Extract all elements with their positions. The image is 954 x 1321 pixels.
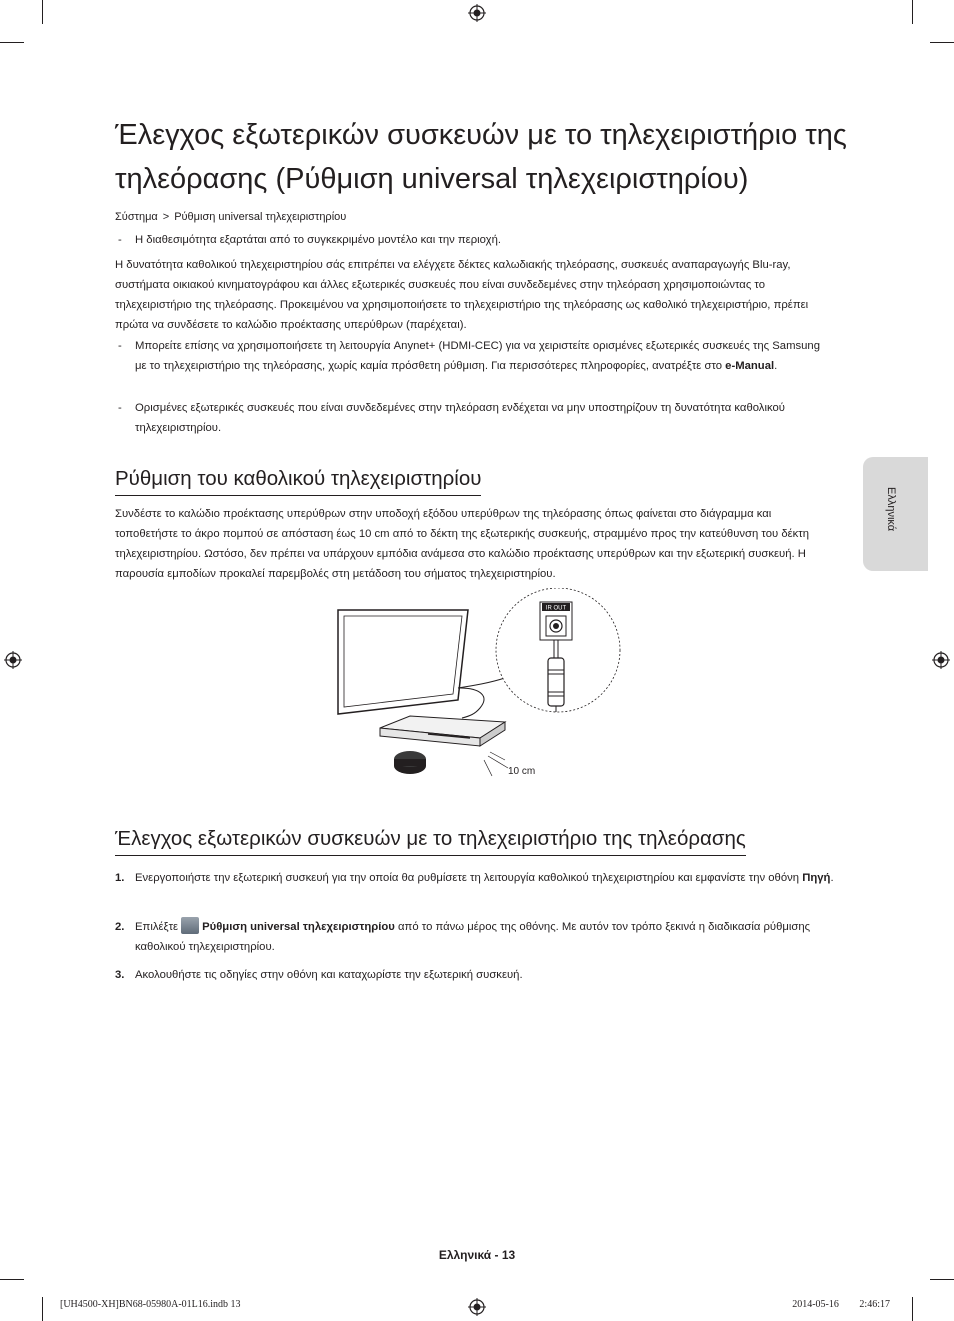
step-2-pre: Επιλέξτε: [135, 921, 179, 933]
universal-remote-setup-label: Ρύθμιση universal τηλεχειριστηρίου: [202, 921, 395, 933]
language-side-tab: [863, 457, 928, 571]
setup-paragraph: Συνδέστε το καλώδιο προέκτασης υπερύθρων στην υποδοχή εξόδου υπερύθρων της τηλεόρασης όπως φαίνεται στο διάγραμμα και τοποθετήστε το άκρο πομπού σε απόσταση έως 10 cm από το δέκτη της εξωτερικής συσκευής, στραμμένο προς την κατεύθυνση του δέκτη τηλεχειριστηρίου. Ωστόσο, δεν πρέπει να υπάρχουν εμπόδια ανάμεσα στο καλώδιο προέκτασης υπερύθρων και την εξωτερική συσκευή. Η παρουσία εμποδίων προκαλεί παρεμβολές στη μετάδοση του σήματος τηλεχειριστηρίου.: [115, 508, 810, 580]
universal-remote-setup-icon: [181, 917, 199, 934]
crop-mark: [912, 0, 913, 24]
registration-mark-icon: [468, 1298, 486, 1316]
anynet-note-end: .: [774, 359, 778, 372]
crop-mark: [912, 1297, 913, 1321]
ir-cable-to-device: [460, 688, 484, 718]
page-number: Ελληνικά - 13: [438, 1248, 516, 1262]
step-number: 3.: [115, 969, 125, 981]
registration-mark-icon: [932, 651, 950, 669]
availability-note: [115, 231, 830, 251]
note-dash: -: [118, 340, 122, 352]
registration-mark-icon: [4, 651, 22, 669]
crop-mark: [0, 1279, 24, 1280]
tv-illustration: [338, 610, 468, 714]
note-dash: -: [118, 402, 122, 414]
section-heading-control: Έλεγχος εξωτερικών συσκευών με το τηλεχειριστήριο της τηλεόρασης: [115, 825, 746, 856]
ir-port-zoom: [496, 588, 620, 712]
ir-extender-diagram: [330, 588, 630, 788]
ir-out-label: IR OUT: [545, 605, 567, 612]
step-2-text: από το πάνω μέρος της οθόνης. Με αυτόν τον τρόπο ξεκινά η διαδικασία ρύθμισης καθολικού τηλεχειριστηρίου.: [135, 921, 811, 953]
support-note: [115, 399, 830, 438]
section-heading-setup: Ρύθμιση του καθολικού τηλεχειριστηρίου: [115, 465, 481, 496]
breadcrumb: [115, 209, 346, 225]
distance-label: 10 cm: [508, 766, 536, 777]
step-1: [115, 868, 845, 888]
note-dash: -: [118, 234, 122, 246]
crop-mark: [930, 1279, 954, 1280]
step-1-text: Ενεργοποιήστε την εξωτερική συσκευή για την οποία θα ρυθμίσετε τη λειτουργία καθολικού τηλεχειριστηρίου και εμφανίστε την οθόνη: [135, 872, 803, 884]
crop-mark: [930, 42, 954, 43]
breadcrumb-separator: >: [162, 211, 170, 223]
anynet-note: [115, 337, 830, 376]
availability-note-text: Η διαθεσιμότητα εξαρτάται από το συγκεκριμένο μοντέλο και την περιοχή.: [135, 234, 501, 246]
step-2: [115, 917, 845, 957]
ir-blaster-illustration: [394, 751, 426, 774]
anynet-note-text: Μπορείτε επίσης να χρησιμοποιήσετε τη λειτουργία Anynet+ (HDMI-CEC) για να χειριστείτε ορισμένες εξωτερικές συσκευές της Samsung με το τηλεχειριστήριο της τηλεόρασης, χωρίς καμία πρόσθετη ρύθμιση. Για περισσότερες πληροφορίες, ανατρέξτε στο: [135, 340, 820, 372]
support-note-text: Ορισμένες εξωτερικές συσκευές που είναι συνδεδεμένες στην τηλεόραση ενδέχεται να μην υποστηρίζουν τη δυνατότητα καθολικού τηλεχειριστηρίου.: [135, 402, 785, 434]
crop-mark: [0, 42, 24, 43]
distance-indicator: [484, 752, 535, 777]
external-device-illustration: [380, 716, 505, 746]
e-manual-link[interactable]: e-Manual: [725, 359, 775, 372]
registration-mark-icon: [468, 4, 486, 22]
step-number: 1.: [115, 872, 125, 884]
intro-paragraph: Η δυνατότητα καθολικού τηλεχειριστηρίου σάς επιτρέπει να ελέγχετε δέκτες καλωδιακής τηλεόρασης, συσκευές αναπαραγωγής Blu-ray, συστήματα οικιακού κινηματογράφου και άλλες εξωτερικές συσκευές που είναι συνδεδεμένες στην τηλεόραση χρησιμοποιώντας το τηλεχειριστήριο της τηλεόρασης. Προκειμένου να χρησιμοποιήσετε το τηλεχειριστήριο της τηλεόρασης ως καθολικό τηλεχειριστήριο, πρέπει πρώτα να συνδέσετε το καλώδιο προέκτασης υπερύθρων (παρέχεται).: [115, 259, 809, 331]
step-1-end: .: [830, 872, 834, 884]
language-side-tab-label: Ελληνικά: [885, 487, 897, 532]
step-number: 2.: [115, 921, 125, 933]
crop-mark: [42, 1297, 43, 1321]
slug-file-info: [UH4500-XH]BN68-05980A-01L16.indb 13: [60, 1299, 241, 1310]
slug-timestamp: 2014-05-16 ￿￿ 2:46:17: [792, 1299, 890, 1310]
crop-mark: [42, 0, 43, 24]
step-3: [115, 965, 845, 985]
page-title: Έλεγχος εξωτερικών συσκευών με το τηλεχειριστήριο της τηλεόρασης (Ρύθμιση universal τηλεχειριστηρίου): [115, 119, 847, 195]
breadcrumb-item-system: Σύστημα: [115, 211, 158, 223]
breadcrumb-item-universal-remote: Ρύθμιση universal τηλεχειριστηρίου: [174, 211, 347, 223]
source-label: Πηγή: [802, 872, 831, 884]
step-3-text: Ακολουθήστε τις οδηγίες στην οθόνη και καταχωρίστε την εξωτερική συσκευή.: [135, 969, 523, 981]
